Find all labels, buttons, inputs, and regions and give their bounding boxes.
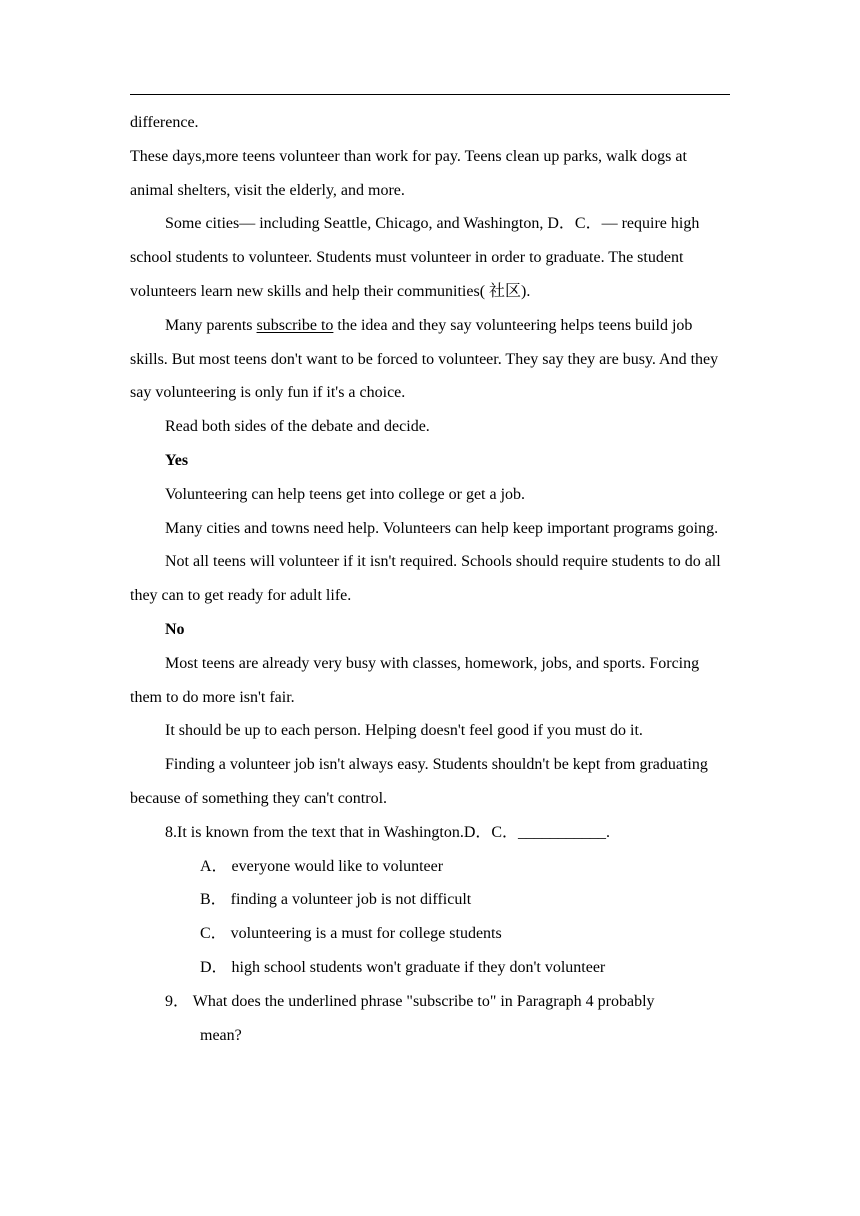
no-point-1: Most teens are already very busy with classes, homework, jobs, and sports. Forcing them to do more isn't fair. bbox=[130, 654, 700, 706]
question-8-option-d: D． high school students won't graduate if they don't volunteer bbox=[200, 958, 606, 976]
question-9-stem: 9． What does the underlined phrase "subscribe to" in Paragraph 4 probably bbox=[165, 992, 655, 1010]
yes-point-3: Not all teens will volunteer if it isn't required. Schools should require students to do all they can to get ready for adult life. bbox=[130, 553, 721, 605]
underlined-phrase: subscribe to bbox=[256, 316, 334, 334]
paragraph-3-start: Many parents bbox=[165, 316, 257, 334]
paragraph-2: Some cities— including Seattle, Chicago, and Washington, D．C．— require high school students to volunteer. Students must volunteer in order to graduate. The student volunteers learn new skills and help their communities( 社区). bbox=[130, 215, 700, 300]
question-8-stem: 8.It is known from the text that in Washington.D．C．___________. bbox=[165, 823, 611, 841]
yes-point-1: Volunteering can help teens get into college or get a job. bbox=[165, 485, 526, 503]
header-rule bbox=[130, 94, 730, 95]
paragraph-3 bbox=[130, 309, 730, 410]
paragraph-4: Read both sides of the debate and decide. bbox=[165, 418, 430, 436]
no-point-3: Finding a volunteer job isn't always easy. Students shouldn't be kept from graduating because of something they can't control. bbox=[130, 756, 708, 807]
paragraph-continuation: difference. bbox=[130, 114, 199, 131]
question-8-option-c: C． volunteering is a must for college students bbox=[200, 925, 502, 943]
question-9-stem-continued: mean? bbox=[200, 1026, 242, 1044]
no-point-2: It should be up to each person. Helping doesn't feel good if you must do it. bbox=[165, 722, 643, 740]
paragraph-3-end: the idea and they say volunteering helps teens build job skills. But most teens don't want to be forced to volunteer. They say they are busy. And they say volunteering is only fun if it's a choice. bbox=[130, 316, 719, 402]
yes-heading: Yes bbox=[165, 451, 189, 469]
question-8-option-b: B． finding a volunteer job is not difficult bbox=[200, 891, 472, 909]
passage-body bbox=[130, 106, 730, 1052]
paragraph-1: These days,more teens volunteer than work for pay. Teens clean up parks, walk dogs at animal shelters, visit the elderly, and more. bbox=[130, 147, 687, 199]
no-heading: No bbox=[165, 620, 185, 638]
yes-point-2: Many cities and towns need help. Volunteers can help keep important programs going. bbox=[165, 519, 719, 537]
question-8-option-a: A． everyone would like to volunteer bbox=[200, 857, 444, 875]
